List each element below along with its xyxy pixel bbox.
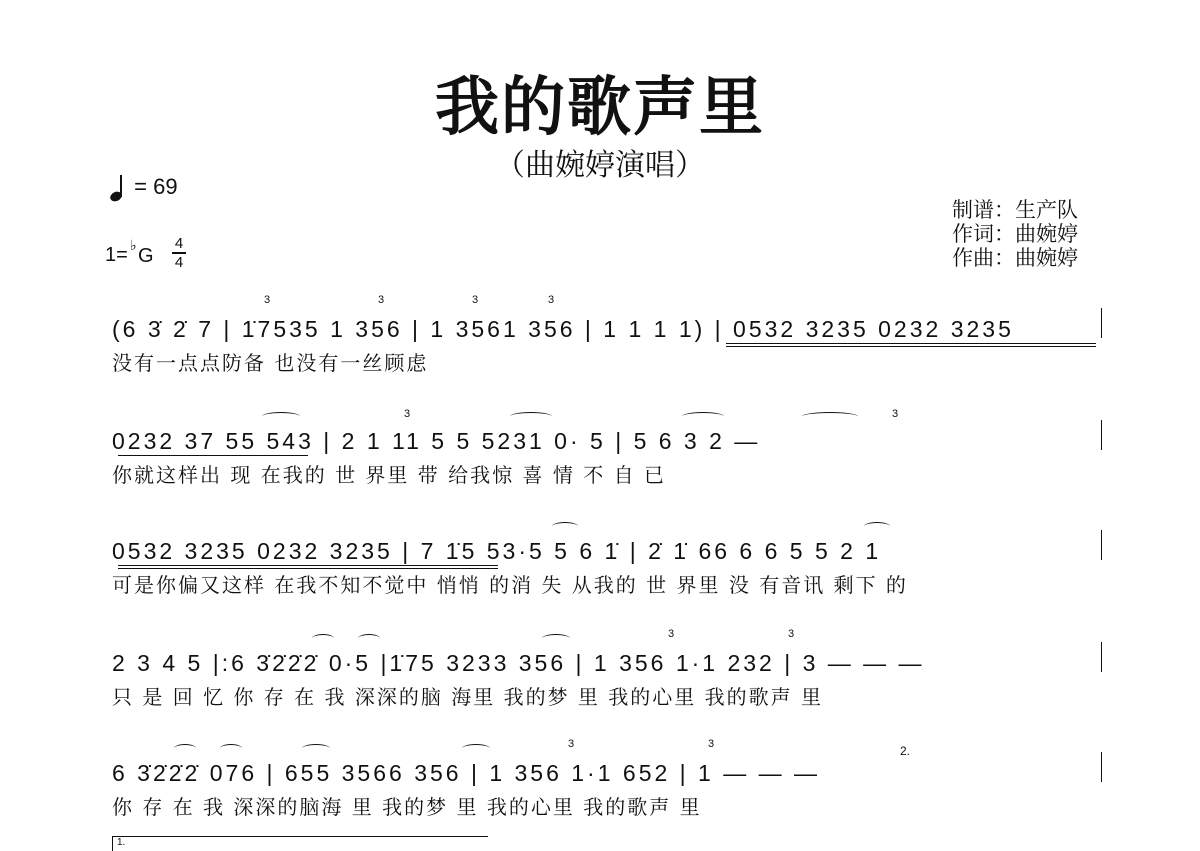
tempo-marking — [108, 172, 178, 203]
song-title: 我的歌声里 — [435, 71, 765, 145]
flat-icon: ♭ — [130, 237, 137, 253]
slur-mark — [358, 634, 380, 643]
notation-line: 0532 3235 0232 3235 | 7 1̇5 53·5 5 6 1̇ | 2̇ 1̇ 66 6 6 5 5 2 1 — [112, 538, 882, 564]
key-prefix: 1= — [105, 244, 128, 266]
slur-mark — [302, 744, 330, 753]
beam-line — [726, 346, 1096, 347]
notation-line: 6 3̇2̇2̇2̇ 076 | 655 3566 356 | 1 356 1·1 652 | 1 — — — — [112, 760, 820, 786]
bar-line-end — [1101, 530, 1103, 560]
slur-mark — [542, 634, 570, 643]
triplet-mark: 3 — [472, 294, 479, 306]
bar-line-end — [1101, 420, 1103, 450]
slur-mark — [510, 412, 552, 421]
volta-label: 1. — [117, 837, 126, 848]
slur-mark — [312, 634, 334, 643]
beam-line — [118, 455, 308, 456]
slur-mark — [552, 522, 578, 531]
triplet-mark: 3 — [264, 294, 271, 306]
credit-arranger: 制谱：生产队 — [952, 198, 1078, 222]
notation-line: 2 3 4 5 |:6 3̇2̇2̇2̇ 0·5 |1̇75 3233 356 | 1 356 1·1 232 | 3 — — — — [112, 650, 925, 676]
time-signature — [172, 236, 186, 270]
lyric-line: 你 存 在 我 深深的脑海 里 我的梦 里 我的心里 我的歌声 里 — [112, 795, 702, 819]
lyric-line: 只 是 回 忆 你 存 在 我 深深的脑 海里 我的梦 里 我的心里 我的歌声 里 — [112, 685, 824, 709]
slur-mark — [682, 412, 724, 421]
triplet-mark: 3 — [668, 628, 675, 640]
triplet-mark: 3 — [404, 408, 411, 420]
slur-mark — [802, 412, 858, 421]
song-subtitle: （曲婉婷演唱） — [495, 148, 705, 183]
score-row-1 — [112, 294, 1102, 398]
score-row-3 — [112, 520, 1102, 620]
quarter-note-icon — [108, 173, 128, 203]
triplet-mark: 3 — [568, 738, 575, 750]
bar-line-end — [1101, 308, 1103, 338]
bar-line-end — [1101, 752, 1103, 782]
score-row-5 — [112, 738, 1102, 842]
notation-line: (6 3̇ 2̇ 7 | 1̇7535 1 356 | 1 3561 356 | 1 1 1 1) | 0532 3235 0232 3235 — [112, 316, 1014, 342]
key-note: G — [138, 245, 154, 267]
beam-line — [118, 568, 498, 569]
credit-composer: 作曲：曲婉婷 — [952, 246, 1078, 270]
triplet-mark: 3 — [708, 738, 715, 750]
time-numerator: 4 — [174, 235, 184, 252]
beam-line — [118, 565, 498, 566]
triplet-mark: 3 — [892, 408, 899, 420]
score-row-2 — [112, 410, 1102, 510]
slur-mark — [864, 522, 890, 531]
lyric-line: 没有一点点防备 也没有一丝顾虑 — [112, 351, 429, 375]
slur-mark — [262, 412, 300, 421]
ending-marker: 2. — [900, 744, 911, 758]
tempo-value: = 69 — [134, 174, 178, 199]
slur-mark — [174, 744, 196, 753]
first-ending-bracket — [112, 836, 488, 851]
notation-line: 0232 37 55 543 | 2 1 11 5 5 5231 0· 5 | 5 6 3 2 — — [112, 428, 761, 454]
triplet-mark: 3 — [378, 294, 385, 306]
lyric-line: 你就这样出 现 在我的 世 界里 带 给我惊 喜 情 不 自 已 — [112, 463, 666, 487]
triplet-mark: 3 — [788, 628, 795, 640]
credits — [952, 198, 1078, 270]
beam-line — [726, 343, 1096, 344]
bar-line-end — [1101, 642, 1103, 672]
credit-lyricist: 作词：曲婉婷 — [952, 222, 1078, 246]
key-signature — [105, 237, 154, 272]
lyric-line: 可是你偏又这样 在我不知不觉中 悄悄 的消 失 从我的 世 界里 没 有音讯 剩下 的 — [112, 573, 908, 597]
slur-mark — [462, 744, 490, 753]
score-row-4 — [112, 628, 1102, 732]
time-denominator: 4 — [174, 253, 184, 271]
slur-mark — [220, 744, 242, 753]
triplet-mark: 3 — [548, 294, 555, 306]
